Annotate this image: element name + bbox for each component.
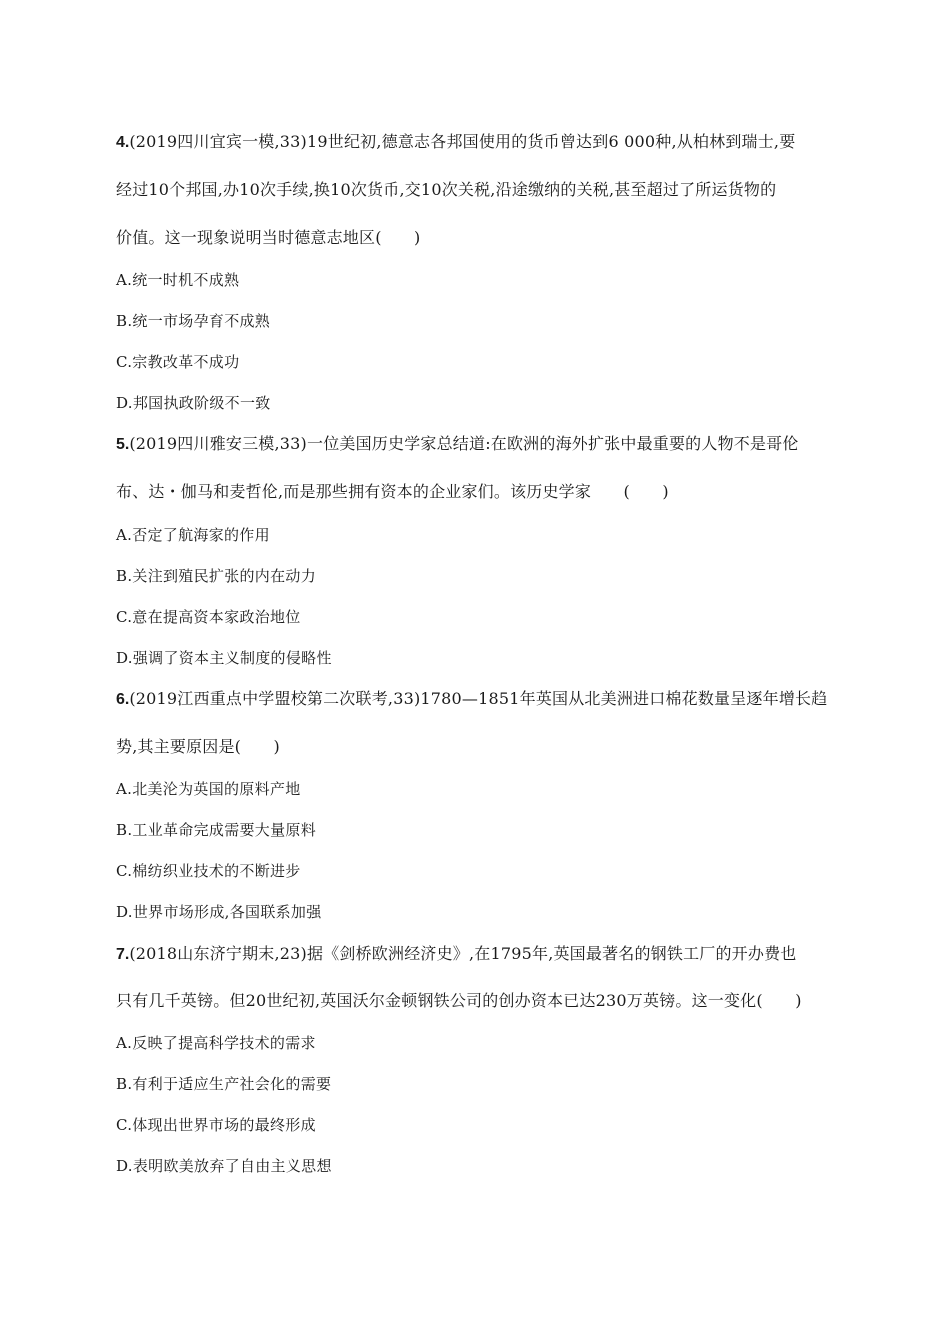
question-7-option-c: C.体现出世界市场的最终形成 — [116, 1116, 316, 1134]
question-6-option-a: A.北美沦为英国的原料产地 — [116, 780, 301, 798]
question-5-option-c: C.意在提高资本家政治地位 — [116, 608, 301, 626]
question-4-option-b: B.统一市场孕育不成熟 — [116, 312, 271, 330]
question-5-stem-line-2: 布、达・伽马和麦哲伦,而是那些拥有资本的企业家们。该历史学家 ( ) — [116, 482, 669, 501]
question-7-stem-line-1 — [116, 944, 796, 965]
question-6-number: 6. — [116, 691, 130, 708]
question-4-number: 4. — [116, 134, 130, 151]
question-5-option-a: A.否定了航海家的作用 — [116, 526, 270, 544]
question-7-option-d: D.表明欧美放弃了自由主义思想 — [116, 1157, 332, 1175]
question-4-option-c: C.宗教改革不成功 — [116, 353, 240, 371]
question-4-stem-text-1: (2019四川宜宾一模,33)19世纪初,德意志各邦国使用的货币曾达到6 000种,从柏林到瑞士,要 — [129, 132, 796, 151]
question-4-stem-line-1 — [116, 132, 795, 153]
question-5-option-d: D.强调了资本主义制度的侵略性 — [116, 649, 332, 667]
question-4-stem-line-3: 价值。这一现象说明当时德意志地区( ) — [116, 228, 421, 247]
question-7-option-b: B.有利于适应生产社会化的需要 — [116, 1075, 332, 1093]
question-5-stem-text-1: (2019四川雅安三模,33)一位美国历史学家总结道:在欧洲的海外扩张中最重要的人物不是哥伦 — [129, 434, 799, 453]
question-7-stem-line-2: 只有几千英镑。但20世纪初,英国沃尔金顿钢铁公司的创办资本已达230万英镑。这一变化( ) — [116, 991, 802, 1010]
question-5-option-b: B.关注到殖民扩张的内在动力 — [116, 567, 316, 585]
question-6-option-d: D.世界市场形成,各国联系加强 — [116, 903, 322, 921]
question-6-stem-text-1: (2019江西重点中学盟校第二次联考,33)1780—1851年英国从北美洲进口棉花数量呈逐年增长趋 — [129, 689, 828, 708]
question-5-number: 5. — [116, 436, 130, 453]
question-5-stem-line-1 — [116, 434, 799, 455]
question-4-option-d: D.邦国执政阶级不一致 — [116, 394, 271, 412]
question-4-option-a: A.统一时机不成熟 — [116, 271, 240, 289]
question-6-option-b: B.工业革命完成需要大量原料 — [116, 821, 316, 839]
question-7-option-a: A.反映了提高科学技术的需求 — [116, 1034, 316, 1052]
question-6-stem-line-1 — [116, 689, 827, 710]
question-7-stem-text-1: (2018山东济宁期末,23)据《剑桥欧洲经济史》,在1795年,英国最著名的钢铁工厂的开办费也 — [129, 944, 797, 963]
question-6-stem-line-2: 势,其主要原因是( ) — [116, 737, 280, 756]
question-6-option-c: C.棉纺织业技术的不断进步 — [116, 862, 301, 880]
question-4-stem-line-2: 经过10个邦国,办10次手续,换10次货币,交10次关税,沿途缴纳的关税,甚至超过了所运货物的 — [116, 180, 777, 199]
question-7-number: 7. — [116, 946, 130, 963]
